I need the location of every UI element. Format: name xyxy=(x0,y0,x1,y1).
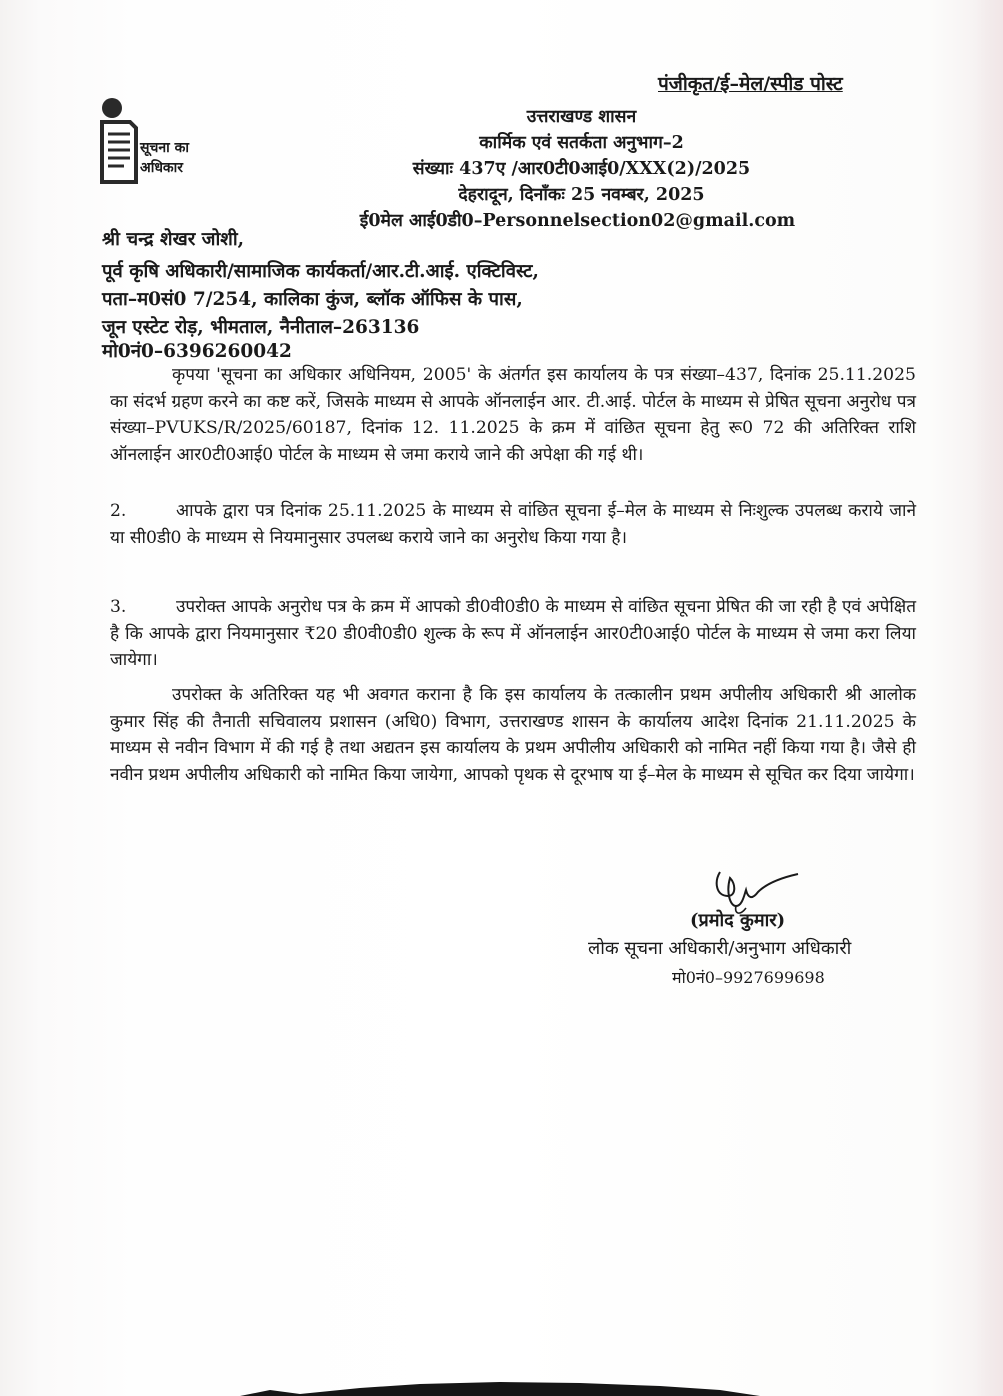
recipient-name: श्री चन्द्र शेखर जोशी, xyxy=(102,229,245,250)
recipient-address-line1: पता–म0सं0 7/254, कालिका कुंज, ब्लॉक ऑफिस के पास, xyxy=(102,289,523,310)
govt-name: उत्तराखण्ड शासन xyxy=(526,107,637,127)
signatory-mobile: मो0नं0–9927699698 xyxy=(672,968,825,987)
department-name: कार्मिक एवं सतर्कता अनुभाग–2 xyxy=(479,133,684,153)
place-date: देहरादून, दिनाँकः 25 नवम्बर, 2025 xyxy=(458,185,705,205)
paragraph-2-text: आपके द्वारा पत्र दिनांक 25.11.2025 के माध्यम से वांछित सूचना ई–मेल के माध्यम से निःशुल्क उपलब्ध कराये जाने या सी0डी0 के माध्यम से नियमानुसार उपलब्ध कराये जाने का अनुरोध किया गया है। xyxy=(110,501,916,548)
recipient-address-line2: जून एस्टेट रोड़, भीमताल, नैनीताल–263136 xyxy=(102,317,420,338)
logo-text-line2: अधिकार xyxy=(140,160,184,176)
paragraph-4: उपरोक्त के अतिरिक्त यह भी अवगत कराना है कि इस कार्यालय के तत्कालीन प्रथम अपीलीय अधिकारी श्री आलोक कुमार सिंह की तैनाती सचिवालय प्रशासन (अधि0) विभाग, उत्तराखण्ड शासन के कार्यालय आदेश दिनांक 21.11.2025 के माध्यम से नवीन विभाग में की गई है तथा अद्यतन इस कार्यालय के प्रथम अपीलीय अधिकारी को नामित नहीं किया गया है। जैसे ही नवीन प्रथम अपीलीय अधिकारी को नामित किया जायेगा, आपको पृथक से दूरभाष या ई–मेल के माध्यम से सूचित कर दिया जायेगा। xyxy=(110,685,916,785)
office-email: ई0मेल आई0डी0–Personnelsection02@gmail.com xyxy=(359,211,796,231)
paragraph-3 xyxy=(110,594,916,674)
paragraph-2-number: 2. xyxy=(110,501,127,521)
dispatch-mode: पंजीकृत/ई–मेल/स्पीड पोस्ट xyxy=(658,73,843,95)
scan-edge-mark xyxy=(240,1380,760,1396)
recipient-designation: पूर्व कृषि अधिकारी/सामाजिक कार्यकर्ता/आर.टी.आई. एक्टिविस्ट, xyxy=(102,261,539,282)
paragraph-2 xyxy=(110,498,916,551)
paragraph-1: कृपया 'सूचना का अधिकार अधिनियम, 2005' के अंतर्गत इस कार्यालय के पत्र संख्या–437, दिनांक 25.11.2025 का संदर्भ ग्रहण करने का कष्ट करें, जिसके माध्यम से आपके ऑनलाईन आर. टी.आई. पोर्टल के माध्यम से प्रेषित सूचना अनुरोध पत्र संख्या–PVUKS/R/2025/60187, दिनांक 12. 11.2025 के क्रम में वांछित सूचना हेतु रू0 72 की अतिरिक्त राशि ऑनलाईन आर0टी0आई0 पोर्टल के माध्यम से जमा कराये जाने की अपेक्षा की गई थी। xyxy=(110,365,916,465)
logo-text-line1: सूचना का xyxy=(140,140,190,156)
paragraph-3-number: 3. xyxy=(110,597,127,617)
paragraph-3-text: उपरोक्त आपके अनुरोध पत्र के क्रम में आपको डी0वी0डी0 के माध्यम से वांछित सूचना प्रेषित की जा रही है एवं अपेक्षित है कि आपके द्वारा नियमानुसार ₹20 डी0वी0डी0 शुल्क के रूप में ऑनलाईन आर0टी0आई0 पोर्टल के माध्यम से जमा करा लिया जायेगा। xyxy=(110,597,916,670)
signatory-name: (प्रमोद कुमार) xyxy=(690,910,786,931)
signatory-designation: लोक सूचना अधिकारी/अनुभाग अधिकारी xyxy=(588,938,852,959)
recipient-mobile: मो0नं0–6396260042 xyxy=(102,341,292,362)
letter-number: संख्याः 437ए /आर0टी0आई0/XXX(2)/2025 xyxy=(412,159,751,179)
